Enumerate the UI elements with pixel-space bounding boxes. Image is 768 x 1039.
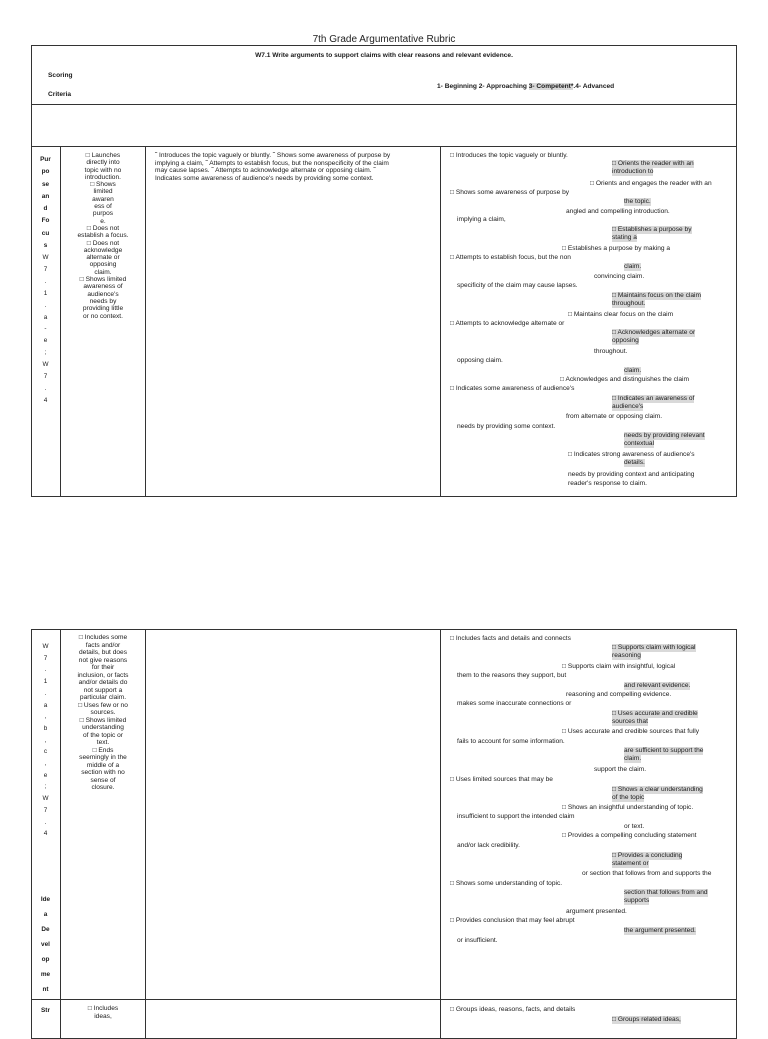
- label-fragment: 1: [43, 678, 48, 686]
- highlighted-descriptor-line: stating a: [612, 234, 637, 241]
- highlighted-descriptor-line: □ Indicates an awareness of: [612, 395, 695, 402]
- label-fragment: 7: [43, 373, 48, 381]
- descriptor-line: sense of: [90, 776, 116, 784]
- descriptor-line: □ Attempts to establish focus, but the non: [450, 254, 571, 261]
- descriptor-line: □ Uses few or no: [78, 701, 128, 709]
- highlighted-descriptor-line: □ Maintains focus on the claim: [612, 292, 702, 299]
- col-divider-1b: [60, 629, 61, 1039]
- structure-beginning-descriptors: [62, 1005, 144, 1020]
- descriptor-line: convincing claim.: [594, 273, 645, 280]
- label-fragment: a: [43, 701, 48, 709]
- descriptor-line: □ Uses limited sources that may be: [450, 776, 553, 783]
- descriptor-line: closure.: [91, 784, 115, 791]
- descriptor-line: not support a: [83, 686, 123, 694]
- descriptor-line: □ Introduces the topic vaguely or bluntly.: [450, 152, 568, 159]
- label-fragment: ,: [44, 736, 47, 744]
- descriptor-line: establish a focus.: [77, 232, 129, 240]
- descriptor-line: opposing: [89, 261, 117, 269]
- label-fragment: nt: [42, 986, 49, 993]
- label-fragment: Str: [41, 1007, 50, 1014]
- highlighted-descriptor-line: the topic.: [624, 198, 651, 205]
- criteria-label: Criteria: [48, 91, 72, 98]
- descriptor-line: needs by providing some context.: [457, 423, 556, 430]
- descriptor-line: awareness of: [83, 283, 123, 291]
- descriptor-line: □ Maintains clear focus on the claim: [568, 311, 674, 318]
- descriptor-line: acknowledge: [83, 246, 123, 254]
- descriptor-line: implying a claim, ˜ Attempts to establish focus, but the nonspecificity of the claim: [155, 159, 389, 167]
- descriptor-line: facts and/or: [85, 641, 121, 649]
- label-fragment: op: [41, 956, 50, 963]
- descriptor-line: □ Does not: [86, 224, 120, 232]
- descriptor-line: details, but does: [78, 649, 128, 656]
- highlighted-descriptor-line: □ Establishes a purpose by: [612, 226, 692, 233]
- descriptor-line: particular claim.: [79, 694, 127, 701]
- highlighted-descriptor-line: statement or: [612, 860, 649, 867]
- highlighted-descriptor-line: contextual: [624, 440, 655, 447]
- label-fragment: De: [41, 926, 50, 933]
- descriptor-line: □ Launches: [85, 152, 121, 159]
- label-fragment: ;: [44, 783, 47, 791]
- descriptor-line: or no context.: [83, 312, 123, 320]
- highlighted-descriptor-line: and relevant evidence.: [624, 682, 691, 689]
- standard-heading: W7.1 Write arguments to support claims with clear reasons and relevant evidence.: [255, 52, 513, 59]
- col-divider-3: [440, 146, 441, 497]
- descriptor-line: □ Establishes a purpose by making a: [562, 245, 671, 252]
- purpose-beginning-descriptors: [62, 152, 144, 320]
- descriptor-line: ess of: [94, 203, 112, 211]
- descriptor-line: □ Ends: [92, 746, 114, 754]
- highlighted-descriptor-line: are sufficient to support the: [624, 747, 704, 754]
- descriptor-line: sources.: [90, 709, 116, 716]
- descriptor-line: may cause lapses. ˜ Attempts to acknowledge alternate or opposing claim. ˜: [155, 167, 376, 175]
- highlighted-descriptor-line: □ Uses accurate and credible: [612, 710, 698, 717]
- descriptor-line: for their: [91, 664, 115, 671]
- descriptor-line: text.: [96, 739, 110, 746]
- descriptor-line: □ Shows: [90, 181, 116, 189]
- label-fragment: Ide: [40, 896, 51, 903]
- descriptor-line: throughout.: [594, 348, 628, 355]
- descriptor-line: support the claim.: [594, 766, 647, 773]
- descriptor-line: □ Indicates some awareness of audience's: [450, 385, 575, 392]
- label-fragment: 7: [43, 654, 48, 662]
- label-fragment: ;: [44, 349, 47, 357]
- page-title: 7th Grade Argumentative Rubric: [312, 34, 456, 45]
- descriptor-line: Indicates some awareness of audience's needs by providing some context.: [155, 174, 374, 182]
- idea-development-standard-code: [31, 641, 60, 840]
- purpose-focus-label: [31, 154, 60, 252]
- label-fragment: .: [44, 689, 47, 697]
- descriptor-line: purpos: [92, 210, 114, 218]
- descriptor-line: □ Does not: [86, 239, 120, 247]
- label-fragment: W: [42, 795, 49, 803]
- label-fragment: e: [43, 337, 48, 345]
- descriptor-line: argument presented.: [566, 908, 627, 915]
- label-fragment: 4: [43, 396, 48, 404]
- descriptor-line: needs by providing context and anticipating: [568, 471, 695, 478]
- descriptor-line: claim.: [94, 268, 112, 276]
- descriptor-line: or section that follows from and supports the: [582, 870, 712, 877]
- label-fragment: s: [43, 242, 48, 250]
- descriptor-line: introduction.: [85, 173, 121, 181]
- highlighted-descriptor-line: □ Supports claim with logical: [612, 644, 696, 651]
- levels-competent-highlight: 3- Competent*: [528, 83, 574, 90]
- descriptor-line: □ Includes facts and details and connects: [450, 635, 571, 642]
- highlighted-descriptor-line: □ Orients the reader with an: [612, 160, 694, 167]
- structure-label: [31, 1005, 60, 1017]
- descriptor-line: seemingly in the: [79, 754, 127, 761]
- label-fragment: .: [44, 818, 47, 826]
- label-fragment: me: [40, 971, 51, 978]
- descriptor-line: or text.: [624, 823, 645, 830]
- descriptor-line: □ Provides a compelling concluding statement: [562, 832, 697, 839]
- label-fragment: cu: [41, 229, 50, 237]
- descriptor-line: inclusion, or facts: [77, 671, 129, 679]
- highlighted-descriptor-line: □ Groups related ideas,: [612, 1016, 681, 1023]
- label-fragment: .: [44, 666, 47, 674]
- descriptor-line: □ Includes: [87, 1005, 119, 1012]
- descriptor-line: □ Shows limited: [79, 276, 127, 284]
- descriptor-line: insufficient to support the intended claim: [457, 813, 575, 820]
- label-fragment: e: [43, 771, 48, 779]
- descriptor-line: ˜ Introduces the topic vaguely or bluntly. ˜ Shows some awareness of purpose by: [155, 152, 391, 159]
- descriptor-line: understanding: [82, 724, 124, 731]
- label-fragment: 7: [43, 806, 48, 814]
- highlighted-descriptor-line: details.: [624, 459, 645, 466]
- highlighted-descriptor-line: introduction to: [612, 168, 654, 175]
- highlighted-descriptor-line: section that follows from and: [624, 889, 708, 896]
- highlighted-descriptor-line: □ Acknowledges alternate or: [612, 329, 696, 336]
- descriptor-line: awaren: [92, 195, 114, 203]
- label-fragment: b: [43, 724, 48, 732]
- col-divider-2: [145, 146, 146, 497]
- levels-scale: [437, 83, 614, 91]
- descriptor-line: providing little: [82, 305, 124, 313]
- descriptor-line: □ Acknowledges and distinguishes the claim: [560, 376, 689, 383]
- col-divider-3b: [440, 629, 441, 1039]
- row-divider-structure: [31, 999, 737, 1000]
- label-fragment: c: [43, 748, 48, 756]
- col-divider-1: [60, 146, 61, 497]
- highlighted-descriptor-line: supports: [624, 897, 650, 904]
- descriptor-line: of the topic or: [83, 731, 123, 739]
- highlighted-descriptor-line: audience's: [612, 403, 644, 410]
- label-fragment: po: [41, 168, 50, 176]
- highlighted-descriptor-line: claim.: [624, 367, 642, 374]
- descriptor-line: or insufficient.: [457, 937, 498, 944]
- highlighted-descriptor-line: claim.: [624, 263, 642, 270]
- levels-prefix: 1- Beginning 2- Approaching: [437, 83, 529, 90]
- label-fragment: d: [43, 205, 48, 213]
- descriptor-line: □ Attempts to acknowledge alternate or: [450, 320, 565, 327]
- descriptor-line: □ Groups ideas, reasons, facts, and details: [450, 1006, 576, 1013]
- label-fragment: an: [41, 192, 50, 200]
- highlighted-descriptor-line: □ Shows a clear understanding: [612, 786, 703, 793]
- label-fragment: W: [42, 254, 49, 261]
- label-fragment: vel: [41, 941, 50, 948]
- scoring-label: Scoring: [48, 72, 73, 79]
- descriptor-line: reader's response to claim.: [568, 480, 647, 487]
- descriptor-line: □ Provides conclusion that may feel abrupt: [450, 917, 575, 924]
- descriptor-line: □ Uses accurate and credible sources that fully: [562, 728, 700, 735]
- descriptor-line: □ Shows an insightful understanding of topic.: [562, 804, 694, 811]
- descriptor-line: needs by: [89, 297, 117, 305]
- header-divider: [31, 104, 737, 105]
- label-fragment: a: [43, 313, 48, 321]
- label-fragment: 7: [43, 265, 48, 273]
- descriptor-line: them to the reasons they support, but: [457, 672, 567, 679]
- highlighted-descriptor-line: □ Provides a concluding: [612, 852, 683, 859]
- label-fragment: Fo: [41, 217, 50, 225]
- highlighted-descriptor-line: throughout.: [612, 300, 646, 307]
- descriptor-line: □ Includes some: [78, 634, 128, 641]
- descriptor-line: and/or details do: [78, 679, 128, 686]
- descriptor-line: directly into: [86, 159, 120, 167]
- descriptor-line: e.: [100, 217, 106, 225]
- descriptor-line: from alternate or opposing claim.: [566, 413, 663, 420]
- label-fragment: W: [42, 361, 49, 369]
- label-fragment: .: [44, 301, 47, 309]
- descriptor-line: implying a claim,: [457, 216, 506, 223]
- descriptor-line: opposing claim.: [457, 357, 503, 364]
- descriptor-line: reasoning and compelling evidence.: [566, 691, 672, 698]
- descriptor-line: specificity of the claim may cause lapses.: [457, 282, 578, 289]
- label-fragment: a: [43, 911, 48, 918]
- descriptor-line: ideas,: [94, 1012, 112, 1020]
- descriptor-line: makes some inaccurate connections or: [457, 700, 572, 707]
- levels-suffix: .4- Advanced: [573, 83, 615, 90]
- descriptor-line: limited: [93, 188, 113, 196]
- label-fragment: ,: [44, 713, 47, 721]
- highlighted-descriptor-line: needs by providing relevant: [624, 432, 705, 439]
- label-fragment: -: [44, 325, 47, 333]
- label-fragment: Pur: [40, 156, 51, 163]
- idea-development-label: [31, 892, 60, 997]
- highlighted-descriptor-line: reasoning: [612, 652, 641, 659]
- label-fragment: .: [44, 384, 47, 392]
- col-divider-2b: [145, 629, 146, 1039]
- descriptor-line: angled and compelling introduction.: [566, 208, 670, 215]
- descriptor-line: □ Supports claim with insightful, logical: [562, 663, 676, 670]
- highlighted-descriptor-line: the argument presented.: [624, 927, 696, 934]
- descriptor-line: middle of a: [86, 761, 120, 769]
- label-fragment: ,: [44, 760, 47, 768]
- descriptor-line: audience's: [87, 290, 119, 298]
- purpose-approaching-descriptors: [155, 152, 439, 182]
- descriptor-line: and/or lack credibility.: [457, 842, 520, 849]
- descriptor-line: □ Shows limited: [79, 716, 127, 724]
- descriptor-line: □ Indicates strong awareness of audience's: [568, 451, 695, 458]
- label-fragment: 1: [43, 289, 48, 297]
- development-beginning-descriptors: [62, 634, 144, 792]
- descriptor-line: fails to account for some information.: [457, 738, 565, 745]
- label-fragment: W: [42, 643, 49, 650]
- label-fragment: 4: [43, 830, 48, 838]
- descriptor-line: alternate or: [86, 254, 120, 262]
- descriptor-line: □ Orients and engages the reader with an: [590, 180, 712, 187]
- descriptor-line: not give reasons: [78, 656, 128, 664]
- label-fragment: .: [44, 277, 47, 285]
- descriptor-line: topic with no: [84, 166, 122, 174]
- purpose-focus-standard-code: [31, 252, 60, 407]
- highlighted-descriptor-line: claim.: [624, 755, 642, 762]
- highlighted-descriptor-line: of the topic: [612, 794, 645, 801]
- label-fragment: se: [41, 180, 50, 188]
- descriptor-line: section with no: [81, 769, 125, 776]
- descriptor-line: □ Shows some understanding of topic.: [450, 880, 563, 887]
- highlighted-descriptor-line: sources that: [612, 718, 648, 725]
- blank-row-divider: [31, 146, 737, 147]
- descriptor-line: □ Shows some awareness of purpose by: [450, 189, 570, 196]
- highlighted-descriptor-line: opposing: [612, 337, 639, 344]
